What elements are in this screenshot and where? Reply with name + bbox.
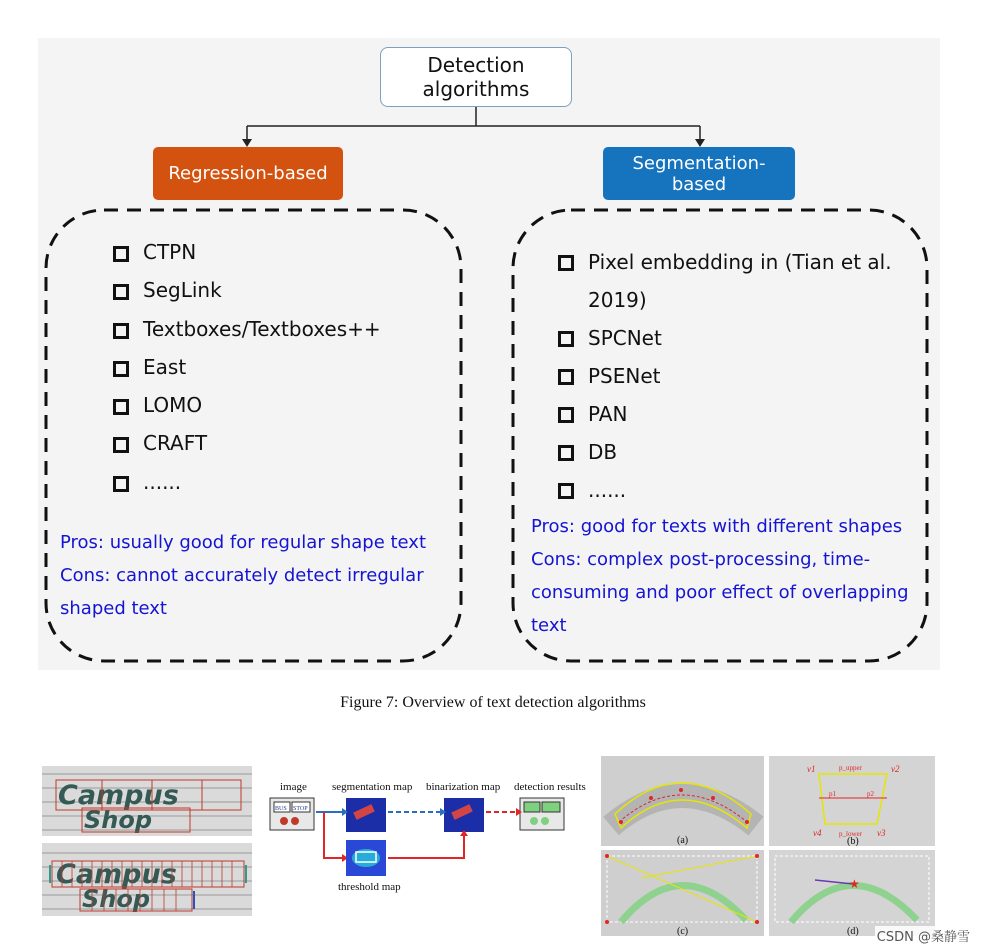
list-item: East <box>113 352 453 390</box>
checkbox-icon <box>558 255 574 271</box>
segmentation-pros: Pros: good for texts with different shapes <box>531 516 903 537</box>
checkbox-icon <box>558 369 574 385</box>
svg-text:p1: p1 <box>829 790 836 798</box>
panel-label: (b) <box>847 836 859 846</box>
checkbox-icon <box>113 284 129 300</box>
svg-text:p_upper: p_upper <box>839 764 862 772</box>
panel-a-image <box>601 756 764 846</box>
csdn-watermark: CSDN @桑静雪 <box>875 926 972 945</box>
panel-label: (d) <box>847 926 859 936</box>
label-image: image <box>280 781 307 793</box>
regression-pros: Pros: usually good for regular shape text <box>60 532 427 553</box>
list-item: Textboxes/Textboxes++ <box>113 314 453 352</box>
svg-text:p_lower: p_lower <box>839 830 862 838</box>
regression-node-label: Regression-based <box>168 163 328 184</box>
list-item: DB <box>558 433 918 471</box>
checkbox-icon <box>113 476 129 492</box>
panel-b-image <box>769 756 935 846</box>
list-item: SegLink <box>113 275 453 313</box>
regression-pros-cons <box>60 526 450 625</box>
list-item: ...... <box>113 467 453 505</box>
segmentation-pros-cons <box>531 510 929 642</box>
svg-text:v4: v4 <box>813 828 822 838</box>
checkbox-icon <box>113 246 129 262</box>
list-item: Pixel embedding in (Tian et al. 2019) <box>558 243 918 319</box>
segmentation-node-label: Segmentation-based <box>632 152 766 195</box>
checkbox-icon <box>558 445 574 461</box>
checkbox-icon <box>113 361 129 377</box>
checkbox-icon <box>113 323 129 339</box>
panel-c-image <box>601 850 764 936</box>
label-segmentation-map: segmentation map <box>332 781 413 793</box>
root-node-label: Detection algorithms <box>422 53 530 101</box>
label-threshold-map: threshold map <box>338 881 401 893</box>
shop-text: Shop <box>82 885 151 913</box>
list-item: PAN <box>558 395 918 433</box>
checkbox-icon <box>558 331 574 347</box>
list-item: PSENet <box>558 357 918 395</box>
checkbox-icon <box>558 483 574 499</box>
panel-d-image <box>769 850 935 936</box>
checkbox-icon <box>558 407 574 423</box>
panel-label: (c) <box>677 926 689 936</box>
svg-text:v2: v2 <box>891 764 900 774</box>
label-detection-results: detection results <box>514 781 586 793</box>
list-item: CRAFT <box>113 428 453 466</box>
regression-algorithm-list <box>113 237 453 505</box>
star-icon: ★ <box>849 877 860 891</box>
figure-caption: Figure 7: Overview of text detection algorithms <box>340 694 646 711</box>
panel-label: (a) <box>677 835 689 846</box>
checkbox-icon <box>113 399 129 415</box>
shop-text: Shop <box>84 806 153 834</box>
bus-stop-sign-icon <box>270 798 314 830</box>
list-item: ...... <box>558 471 918 509</box>
svg-text:STOP: STOP <box>293 806 308 812</box>
segmentation-cons: Cons: complex post-processing, time-consuming and poor effect of overlapping text <box>531 549 909 636</box>
list-item: SPCNet <box>558 319 918 357</box>
svg-text:v3: v3 <box>877 828 886 838</box>
list-item: LOMO <box>113 390 453 428</box>
root-node <box>380 47 572 107</box>
svg-text:v1: v1 <box>807 764 816 774</box>
svg-text:p2: p2 <box>867 790 874 798</box>
label-binarization-map: binarization map <box>426 781 501 793</box>
campus-text: Campus <box>58 780 179 811</box>
campus-shop-image-top <box>42 766 252 836</box>
segmentation-algorithm-list <box>558 243 918 509</box>
campus-shop-image-bottom <box>42 843 252 916</box>
segmentation-node <box>603 147 795 200</box>
list-item: CTPN <box>113 237 453 275</box>
regression-cons: Cons: cannot accurately detect irregular shaped text <box>60 565 424 619</box>
checkbox-icon <box>113 437 129 453</box>
campus-text: Campus <box>56 859 177 890</box>
db-pipeline-figure <box>262 776 592 896</box>
svg-text:BUS: BUS <box>275 806 287 812</box>
detection-result-icon <box>520 798 564 830</box>
regression-node <box>153 147 343 200</box>
